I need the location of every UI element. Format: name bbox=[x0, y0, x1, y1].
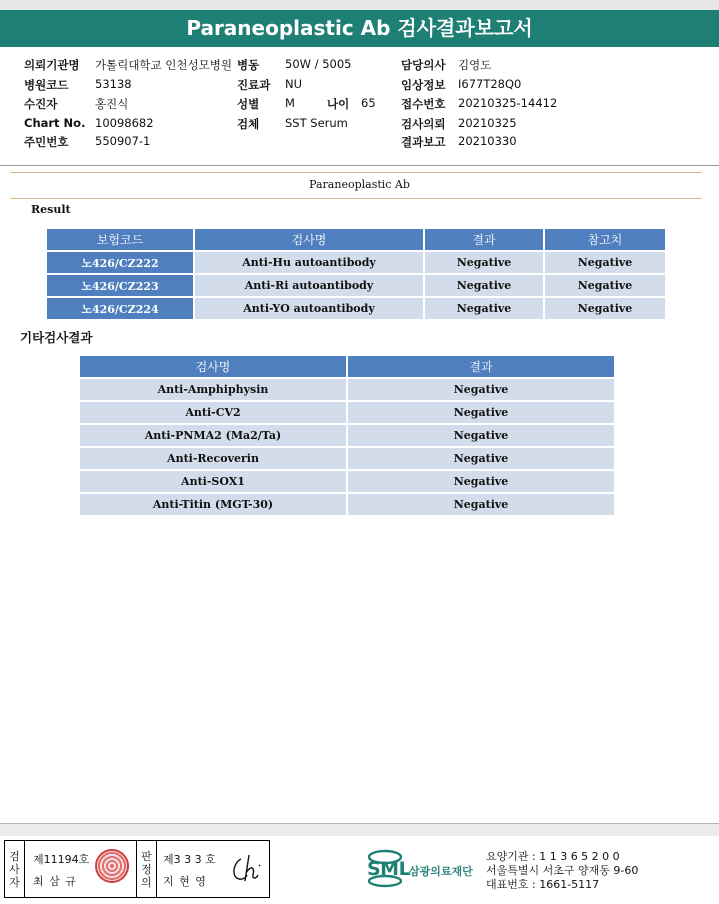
table-row bbox=[80, 471, 614, 492]
table-header-row bbox=[80, 356, 614, 377]
column-header: 결과 bbox=[348, 356, 614, 377]
info-value: M bbox=[285, 96, 295, 110]
result-cell: Negative bbox=[425, 252, 543, 273]
test-name-cell: Anti-YO autoantibody bbox=[195, 298, 423, 319]
inspector-label bbox=[5, 841, 25, 897]
info-label: 임상정보 bbox=[401, 78, 446, 92]
approver-label-text: 판 정 의 bbox=[141, 849, 152, 889]
column-header: 보험코드 bbox=[47, 229, 193, 250]
info-label: 결과보고 bbox=[401, 135, 446, 149]
approver-name: 지 현 영 bbox=[163, 875, 207, 888]
info-value: 김영도 bbox=[458, 58, 492, 72]
table-row bbox=[80, 494, 614, 515]
reference-cell: Negative bbox=[545, 275, 665, 296]
signature-box bbox=[4, 840, 270, 898]
approver-label bbox=[136, 841, 157, 897]
table-row bbox=[80, 448, 614, 469]
table-row bbox=[80, 402, 614, 423]
result-cell: Negative bbox=[348, 402, 614, 423]
result-cell: Negative bbox=[348, 494, 614, 515]
table-row bbox=[47, 298, 665, 319]
column-header: 검사명 bbox=[195, 229, 423, 250]
org-name: 삼광의료재단 bbox=[409, 865, 473, 878]
divider bbox=[0, 165, 719, 166]
info-label: 진료과 bbox=[237, 78, 271, 92]
reference-cell: Negative bbox=[545, 252, 665, 273]
divider bbox=[10, 198, 702, 199]
result-table bbox=[45, 227, 667, 321]
table-row bbox=[80, 379, 614, 400]
test-name-cell: Anti-Recoverin bbox=[80, 448, 346, 469]
info-value: 10098682 bbox=[95, 116, 154, 130]
organization-logo bbox=[365, 848, 485, 888]
result-cell: Negative bbox=[348, 425, 614, 446]
info-label: Chart No. bbox=[24, 116, 86, 130]
result-cell: Negative bbox=[348, 379, 614, 400]
signature-icon bbox=[227, 851, 265, 887]
info-label: 나이 bbox=[327, 97, 350, 111]
info-value: 20210325-14412 bbox=[458, 96, 558, 110]
other-tests-table bbox=[78, 354, 616, 517]
info-label: 주민번호 bbox=[24, 135, 69, 149]
result-cell: Negative bbox=[348, 448, 614, 469]
test-name-cell: Anti-Amphiphysin bbox=[80, 379, 346, 400]
table-row bbox=[80, 425, 614, 446]
reference-cell: Negative bbox=[545, 298, 665, 319]
info-value: 20210330 bbox=[458, 134, 517, 148]
table-row bbox=[47, 275, 665, 296]
test-name-cell: Anti-Ri autoantibody bbox=[195, 275, 423, 296]
org-short: SML bbox=[367, 858, 411, 880]
info-value: 50W / 5005 bbox=[285, 57, 352, 71]
table-header-row bbox=[47, 229, 665, 250]
info-label: 병동 bbox=[237, 58, 260, 72]
info-label: 검체 bbox=[237, 117, 260, 131]
test-name-cell: Anti-SOX1 bbox=[80, 471, 346, 492]
divider bbox=[10, 172, 702, 173]
bottom-strip bbox=[0, 824, 719, 836]
inspector-label-text: 검 사 자 bbox=[9, 849, 20, 889]
report-title: Paraneoplastic Ab 검사결과보고서 bbox=[0, 10, 719, 47]
info-value: 65 bbox=[361, 96, 376, 110]
result-cell: Negative bbox=[348, 471, 614, 492]
column-header: 검사명 bbox=[80, 356, 346, 377]
insurance-code-cell: 노426/CZ223 bbox=[47, 275, 193, 296]
info-value: NU bbox=[285, 77, 303, 91]
info-value: 53138 bbox=[95, 77, 132, 91]
seal-stamp-icon bbox=[95, 849, 129, 883]
info-label: 의뢰기관명 bbox=[24, 58, 80, 72]
result-cell: Negative bbox=[425, 298, 543, 319]
info-value: SST Serum bbox=[285, 116, 348, 130]
org-line: 서울특별시 서초구 양재동 9-60 bbox=[486, 864, 639, 877]
info-label: 수진자 bbox=[24, 97, 58, 111]
info-value: 20210325 bbox=[458, 116, 517, 130]
other-tests-label: 기타검사결과 bbox=[20, 330, 93, 345]
column-header: 결과 bbox=[425, 229, 543, 250]
org-line: 대표번호 : 1661-5117 bbox=[486, 878, 600, 891]
result-label: Result bbox=[31, 203, 71, 216]
top-strip bbox=[0, 0, 719, 10]
inspector-name: 최 삼 규 bbox=[33, 875, 77, 888]
info-value: 가톨릭대학교 인천성모병원 bbox=[95, 58, 232, 72]
info-value: 550907-1 bbox=[95, 134, 151, 148]
insurance-code-cell: 노426/CZ224 bbox=[47, 298, 193, 319]
org-line: 요양기관 : 1 1 3 6 5 2 0 0 bbox=[486, 850, 620, 863]
info-value: I677T28Q0 bbox=[458, 77, 522, 91]
test-name-cell: Anti-CV2 bbox=[80, 402, 346, 423]
info-label: 접수번호 bbox=[401, 97, 446, 111]
test-name-cell: Anti-Hu autoantibody bbox=[195, 252, 423, 273]
section-subtitle: Paraneoplastic Ab bbox=[309, 178, 410, 191]
info-label: 담당의사 bbox=[401, 58, 446, 72]
info-label: 검사의뢰 bbox=[401, 117, 446, 131]
approver-number: 제3 3 3 호 bbox=[163, 853, 216, 866]
info-value: 홍진식 bbox=[95, 97, 129, 111]
table-row bbox=[47, 252, 665, 273]
info-label: 병원코드 bbox=[24, 78, 69, 92]
insurance-code-cell: 노426/CZ222 bbox=[47, 252, 193, 273]
inspector-number: 제11194호 bbox=[33, 853, 90, 866]
test-name-cell: Anti-Titin (MGT-30) bbox=[80, 494, 346, 515]
test-name-cell: Anti-PNMA2 (Ma2/Ta) bbox=[80, 425, 346, 446]
result-cell: Negative bbox=[425, 275, 543, 296]
column-header: 참고치 bbox=[545, 229, 665, 250]
info-label: 성별 bbox=[237, 97, 260, 111]
